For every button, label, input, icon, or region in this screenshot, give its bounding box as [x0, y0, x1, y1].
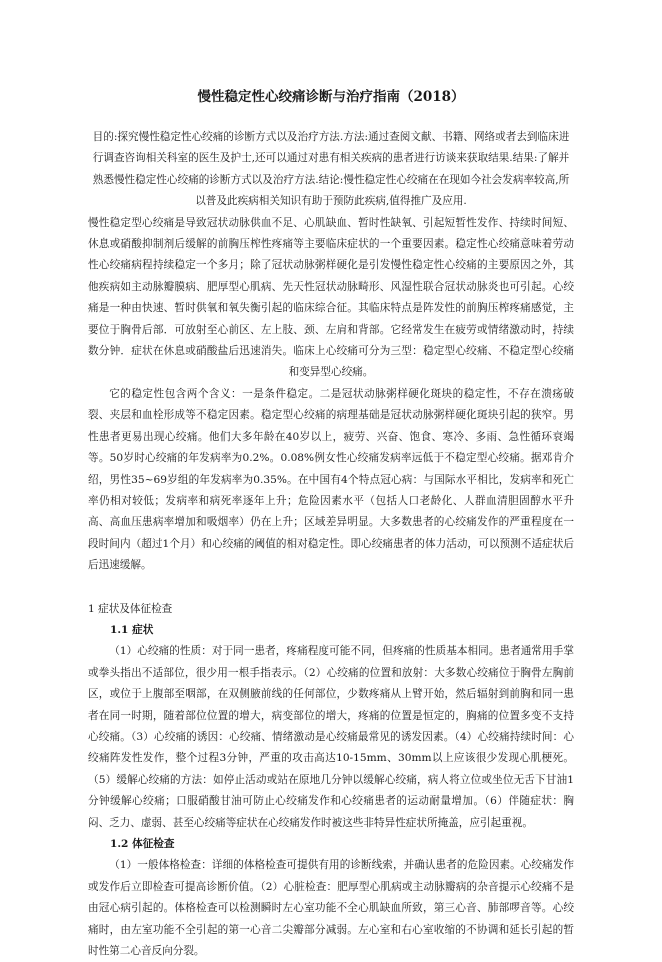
symptoms-paragraph: （1）心绞痛的性质：对于同一患者，疼痛程度可能不同，但疼痛的性质基本相同。患者通常用手掌或拳头指出不适部位，很少用一根手指表示。（2）心绞痛的位置和放射：大多数心绞痛位于胸骨左胸前区，或位于上腹部至咽部，在双侧腋前线的任何部位，少数疼痛从上臂开始，然后辐射到前胸和同一患者在同一时期，随着部位位置的增大，病变部位的增大，疼痛的位置是恒定的，胸痛的位置多变不支持心绞痛。（3）心绞痛的诱因：心绞痛、情绪激动是心绞痛最常见的诱发因素。（4）心绞痛持续时间：心绞痛阵发性发作，整个过程3分钟，严重的攻击高达10-15mm、30mm以上应该很少发现心肌梗死。（5）缓解心绞痛的方法：如停止活动或站在原地几分钟以缓解心绞痛，病人将立位或坐位无舌下甘油1分钟缓解心绞痛；口服硝酸甘油可防止心绞痛发作和心绞痛患者的运动耐量增加。（6）伴随症状：胸闷、乏力、虚弱、甚至心绞痛等症状在心绞痛发作时被这些非特异性症状所掩盖，应引起重视。 — [88, 645, 574, 829]
stability-paragraph: 它的稳定性包含两个含义：一是条件稳定。二是冠状动脉粥样硬化斑块的稳定性，不存在溃疡破裂、夹层和血栓形成等不稳定因素。稳定型心绞痛的病理基础是冠状动脉粥样硬化斑块引起的狭窄。男性患者更易出现心绞痛。他们大多年龄在40岁以上，疲劳、兴奋、饱食、寒冷、多雨、急性循环衰竭等。50岁时心绞痛的年发病率为0.2%。0.08%例女性心绞痛发病率远低于不稳定型心绞痛。据邓肯介绍，男性35~69岁组的年发病率为0.35%。在中国有4个特点冠心病：与国际水平相比，发病率和死亡率仍相对较低；发病率和病死率逐年上升；危险因素水平（包括人口老龄化、人群血清胆固醇水平升高、高血压患病率增加和吸烟率）仍在上升；区域差异明显。大多数患者的心绞痛发作的严重程度在一段时间内（超过1个月）和心绞痛的阈值的相对稳定性。即心绞痛患者的体力活动，可以预测不适症状后后迅速缓解。 — [88, 387, 574, 572]
section-heading: 1 症状及体征检查 — [88, 602, 173, 615]
signs-paragraph: （1）一般体格检查：详细的体格检查可提供有用的诊断线索，并确认患者的危险因素。心绞痛发作或发作后立即检查可提高诊断价值。（2）心脏检查：肥厚型心肌病或主动脉瓣病的杂音提示心绞痛不是由冠心病引起的。体格检查可以检测瞬时左心室功能不全心肌缺血所致，第三心音、肺部啰音等。心绞痛时，由左室功能不全引起的第一心音二尖瓣部分减弱。左心室和右心室收缩的不协调和延长引起的暂时性第二心音反向分裂。 — [88, 859, 574, 958]
subsection-heading-symptoms: 1.1 症状 — [110, 623, 154, 636]
document-title: 慢性稳定性心绞痛诊断与治疗指南（2018） — [197, 89, 465, 105]
intro-paragraph: 慢性稳定型心绞痛是导致冠状动脉供血不足、心肌缺血、暂时性缺氧、引起短暂性发作、持续时间短、休息或硝酸抑制剂后缓解的前胸压榨性疼痛等主要临床症状的一个重要因素。稳定性心绞痛意味着劳动性心绞痛病程持续稳定一个多月；除了冠状动脉粥样硬化是引发慢性稳定性心绞痛的主要原因之外，其他疾病如主动脉瓣膜病、肥厚型心肌病、先天性冠状动脉畸形、风湿性联合冠状动脉炎也可引起。心绞痛是一种由快速、暂时供氧和氧失衡引起的临床综合征。其临床特点是阵发性的前胸压榨疼痛感觉，主要位于胸骨后部．可放射至心前区、左上肢、颈、左肩和背部。它经常发生在疲劳或情绪激动时，持续数分钟．症状在休息或硝酸盐后迅速消失。临床上心绞痛可分为三型：稳定型心绞痛、不稳定型心绞痛和变异型心绞痛。 — [88, 216, 574, 379]
abstract-paragraph: 目的:探究慢性稳定性心绞痛的诊断方式以及治疗方法.方法:通过查阅文献、书籍、网络或者去到临床进行调查咨询相关科室的医生及护士,还可以通过对患有相关疾病的患者进行访谈来获取结果.结果:了解并熟悉慢性稳定性心绞痛的诊断方式以及治疗方法.结论:慢性稳定性心绞痛在在现如今社会发病率较高,所以普及此疾病相关知识有助于预防此疾病,值得推广及应用. — [92, 131, 570, 208]
subsection-heading-signs: 1.2 体征检查 — [110, 838, 175, 850]
